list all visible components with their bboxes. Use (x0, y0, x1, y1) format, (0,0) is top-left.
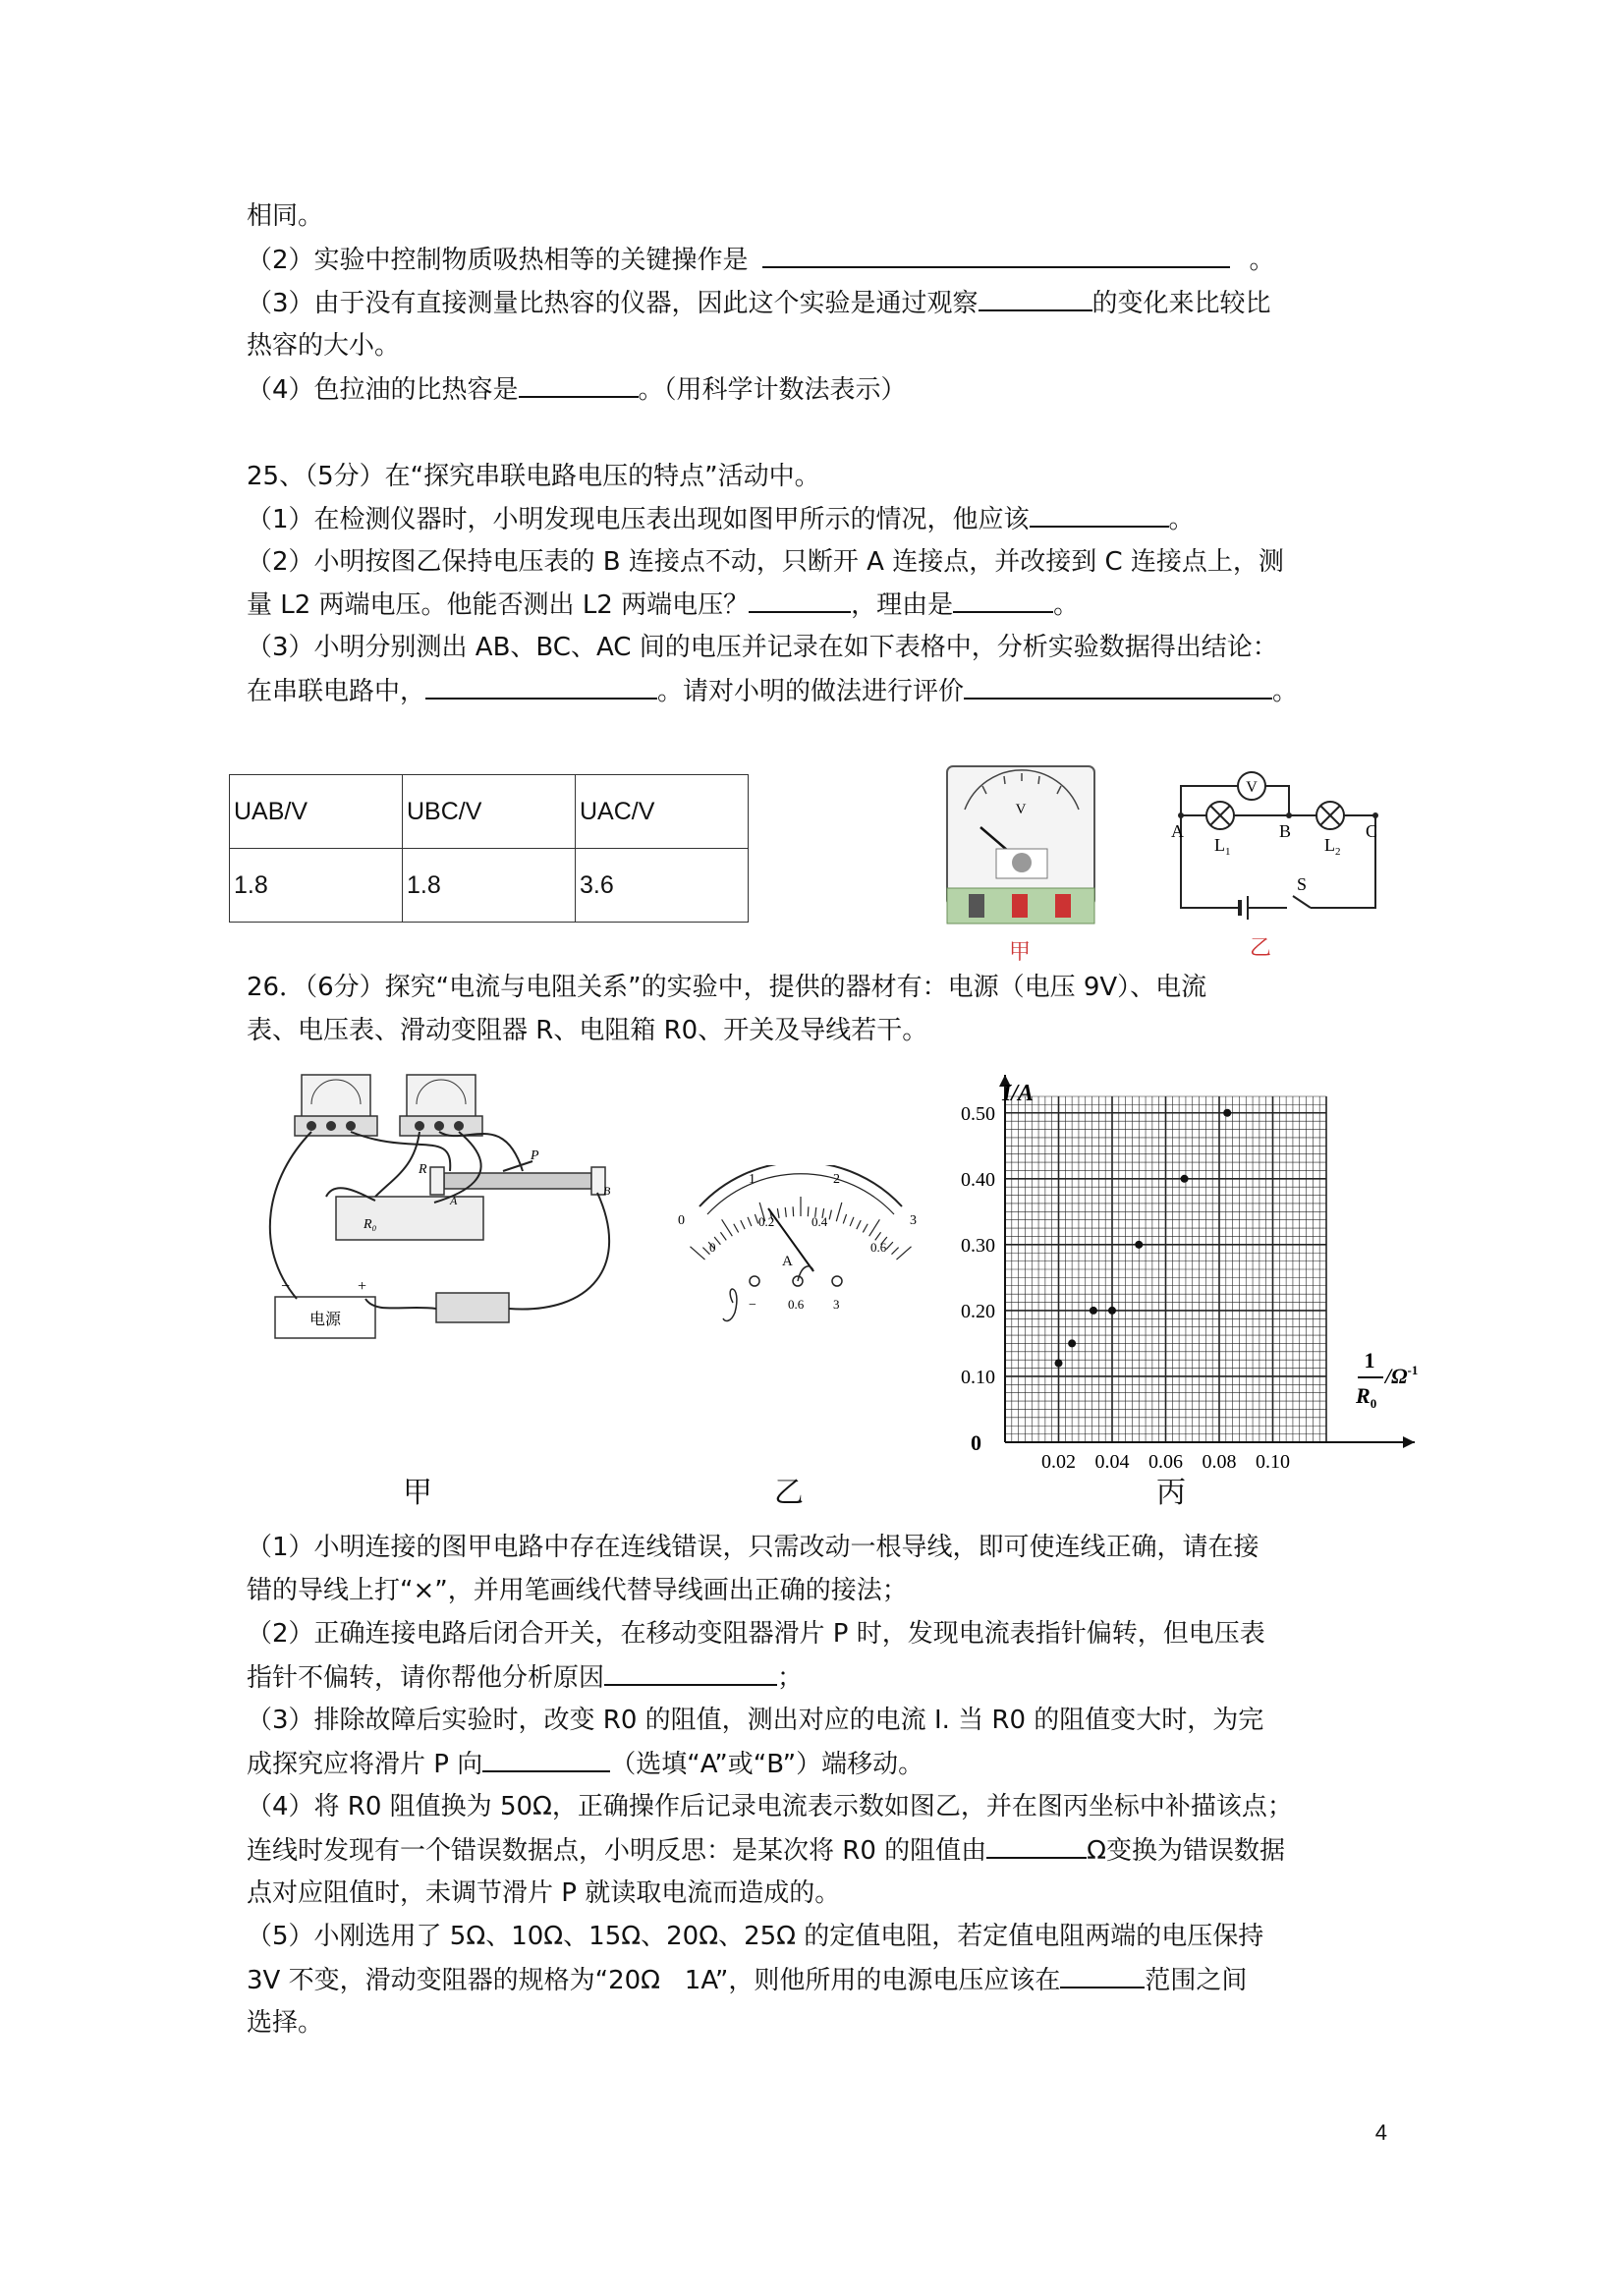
data-point (1223, 1109, 1231, 1117)
table-cell: 1.8 (403, 849, 576, 923)
ammeter-dial-figure (664, 1165, 929, 1332)
line-q26-1b: 错的导线上打“×”，并用笔画线代替导线画出正确的接法； (247, 1576, 908, 1605)
figure-caption-jia: 甲 (1009, 940, 1032, 965)
line-q25-1: （1）在检测仪器时，小明发现电压表出现如图甲所示的情况，他应该 。 (247, 505, 1195, 534)
table-header-row (230, 775, 749, 849)
answer-blank[interactable] (964, 676, 1272, 700)
ammeter-tick (808, 1206, 809, 1216)
table-row (230, 849, 749, 923)
line-q26-4: （4）将 R0 阻值换为 50Ω，正确操作后记录电流表示数如图乙，并在图丙坐标中补描该点； (247, 1792, 1293, 1821)
line-q26-2: （2）正确连接电路后闭合开关，在移动变阻器滑片 P 时，发现电流表指针偏转，但电压表 (247, 1619, 1265, 1649)
answer-blank[interactable] (519, 374, 639, 398)
line-q25-3: （3）小明分别测出 AB、BC、AC 间的电压并记录在如下表格中，分析实验数据得出结论： (247, 633, 1278, 662)
ammeter-tick (734, 1224, 739, 1233)
question-25-title: 25、（5分）在“探究串联电路电压的特点”活动中。 (247, 462, 820, 491)
answer-blank[interactable] (1060, 1965, 1145, 1988)
line-q26-b: 表、电压表、滑动变阻器 R、电阻箱 R0、开关及导线若干。 (247, 1016, 928, 1045)
line-q24-2: （2）实验中控制物质吸热相等的关键操作是 。 (247, 246, 1275, 275)
line-q26-4b: 连线时发现有一个错误数据点，小明反思：是某次将 R0 的阻值由 Ω变换为错误数据 (247, 1836, 1286, 1866)
terminal-black (969, 894, 984, 918)
terminal-red (1055, 894, 1071, 918)
power-supply-label: 电源 (308, 1312, 342, 1328)
current-vs-inverse-resistance-chart (933, 1071, 1444, 1474)
figure-caption-yi-26: 乙 (774, 1476, 804, 1510)
x-axis-label-unit: $/\Omega^{-1}$ (1385, 1363, 1419, 1388)
answer-blank[interactable] (953, 589, 1053, 613)
line-q25-2: （2）小明按图乙保持电压表的 B 连接点不动，只断开 A 连接点，并改接到 C 连接点上，测 (247, 547, 1284, 577)
ammeter-tick (863, 1224, 867, 1233)
line-q26-2b: 指针不偏转，请你帮他分析原因 ； (247, 1663, 804, 1693)
x-tick-label: 0.02 (1041, 1451, 1076, 1473)
data-point (1135, 1241, 1143, 1249)
answer-blank[interactable] (749, 589, 851, 613)
terminal-06: 0.6 (788, 1297, 805, 1312)
ammeter-tick (857, 1220, 861, 1229)
ammeter-letter: A (782, 1254, 793, 1269)
table-cell: 3.6 (576, 849, 749, 923)
ammeter-tick (850, 1217, 854, 1226)
line-q26-5c: 选择。 (247, 2008, 324, 2038)
ammeter-tick (777, 1208, 779, 1218)
figure-caption-yi: 乙 (1250, 936, 1272, 961)
x-axis-label-denominator: $R_0$ (1356, 1383, 1377, 1411)
series-circuit-figure (1163, 756, 1389, 924)
lamp-l1-label: $L_1$ (1214, 835, 1231, 858)
bottom-tick-3: 0.6 (870, 1240, 887, 1255)
physical-circuit-figure (257, 1069, 629, 1354)
rheostat-b-label: B (603, 1184, 611, 1198)
table-header-cell: UAC/V (576, 775, 749, 849)
voltage-table (229, 774, 749, 923)
line-q25-2b: 量 L2 两端电压。他能否测出 L2 两端电压？ ，理由是 。 (247, 590, 1080, 620)
page-number: 4 (1374, 2120, 1387, 2145)
y-tick-label: 0.20 (961, 1300, 995, 1322)
x-tick-label: 0.04 (1094, 1451, 1130, 1473)
y-tick-label: 0.30 (961, 1234, 995, 1257)
line-q26-4c: 点对应阻值时，未调节滑片 P 就读取电流而造成的。 (247, 1878, 841, 1908)
data-point (1090, 1307, 1097, 1315)
ammeter-tick (785, 1207, 786, 1217)
bottom-tick-2: 0.4 (812, 1214, 828, 1229)
y-tick-label: 0.50 (961, 1102, 995, 1125)
ammeter-tick (869, 1219, 880, 1236)
lamp-l2-label: $L_2$ (1324, 835, 1341, 858)
rheostat-r-label: R (419, 1162, 427, 1177)
ammeter-tick (690, 1247, 704, 1260)
voltmeter-symbol: V (1246, 779, 1258, 796)
plus-label: + (358, 1278, 367, 1295)
x-tick-label: 0.06 (1148, 1451, 1183, 1473)
rheostat-a-label: A (450, 1194, 458, 1207)
line-q26-1: （1）小明连接的图甲电路中存在连线错误，只需改动一根导线，即可使连线正确，请在接 (247, 1533, 1259, 1562)
origin-label: 0 (971, 1430, 981, 1455)
terminal-3: 3 (833, 1297, 840, 1312)
data-point (1108, 1307, 1116, 1315)
ammeter-tick (891, 1248, 898, 1255)
top-tick-0: 0 (678, 1213, 685, 1228)
data-point (1055, 1360, 1063, 1368)
node-c-label: C (1366, 821, 1378, 841)
top-tick-2: 2 (833, 1172, 840, 1187)
terminal-minus: − (749, 1298, 756, 1313)
ammeter-tick (897, 1247, 912, 1260)
ammeter-tick (748, 1217, 752, 1226)
x-tick-label: 0.10 (1256, 1451, 1290, 1473)
top-tick-1: 1 (749, 1172, 756, 1187)
figure-caption-jia-26: 甲 (403, 1476, 432, 1510)
ammeter-tick (829, 1210, 831, 1220)
chart-grid (1005, 1096, 1326, 1442)
answer-blank[interactable] (1030, 504, 1169, 528)
node-a-label: A (1171, 821, 1184, 841)
top-tick-3: 3 (910, 1213, 917, 1228)
voltmeter-figure (943, 764, 1100, 933)
y-axis-label: I/A (1002, 1081, 1035, 1106)
answer-blank[interactable] (604, 1662, 777, 1686)
node-b-label: B (1279, 821, 1292, 841)
switch-label: S (1297, 874, 1308, 894)
data-point (1181, 1175, 1189, 1183)
table-header-cell: UAB/V (230, 775, 403, 849)
answer-blank[interactable] (762, 245, 1230, 268)
data-point (1068, 1339, 1076, 1347)
line-q26-3: （3）排除故障后实验时，改变 R0 的阻值，测出对应的电流 I. 当 R0 的阻值变大时，为完 (247, 1706, 1264, 1735)
line-q24-3: （3）由于没有直接测量比热容的仪器，因此这个实验是通过观察 的变化来比较比 (247, 289, 1271, 318)
bottom-tick-0: 0 (709, 1240, 716, 1255)
answer-blank[interactable] (482, 1749, 610, 1772)
answer-blank[interactable] (425, 676, 657, 700)
x-tick-label: 0.08 (1202, 1451, 1237, 1473)
line-q26-3b: 成探究应将滑片 P 向 （选填“A”或“B”）端移动。 (247, 1750, 924, 1779)
x-axis-arrow (1403, 1436, 1415, 1448)
slider-p-label: P (531, 1148, 539, 1163)
line-q24-4: （4）色拉油的比热容是 。（用科学计数法表示） (247, 375, 907, 405)
r0-label: R₀ (364, 1217, 377, 1232)
ammeter-tick (722, 1219, 733, 1236)
y-tick-label: 0.10 (961, 1366, 995, 1388)
line-same: 相同。 (247, 201, 324, 231)
ammeter-tick (843, 1214, 846, 1223)
terminal-red (1012, 894, 1028, 918)
minus-label: − (281, 1278, 291, 1295)
ammeter-tick (836, 1203, 842, 1221)
answer-blank[interactable] (979, 288, 1092, 311)
answer-blank[interactable] (986, 1835, 1087, 1859)
line-q26-5b: 3V 不变，滑动变阻器的规格为“20Ω 1A”，则他所用的电源电压应该在 范围之间 (247, 1966, 1248, 1995)
question-26-title: 26．（6分）探究“电流与电阻关系”的实验中，提供的器材有：电源（电压 9V）、电流 (247, 973, 1207, 1002)
x-axis-label-numerator: 1 (1364, 1348, 1375, 1372)
line-q26-5: （5）小刚选用了 5Ω、10Ω、15Ω、20Ω、25Ω 的定值电阻，若定值电阻两端的电压保持 (247, 1922, 1264, 1951)
table-cell: 1.8 (230, 849, 403, 923)
voltmeter-letter: V (1015, 802, 1027, 817)
ammeter-tick (720, 1232, 726, 1240)
table-header-cell: UBC/V (403, 775, 576, 849)
y-tick-label: 0.40 (961, 1168, 995, 1191)
ammeter-tick (793, 1206, 794, 1216)
bottom-tick-1: 0.2 (758, 1214, 775, 1229)
line-q25-3b: 在串联电路中， 。请对小明的做法进行评价 。 (247, 677, 1299, 706)
ammeter-tick (741, 1220, 745, 1229)
chart-axes (999, 1075, 1415, 1448)
ammeter-tick (886, 1242, 893, 1249)
line-q24-3b: 热容的大小。 (247, 331, 401, 361)
figure-caption-bing-26: 丙 (1156, 1476, 1186, 1510)
